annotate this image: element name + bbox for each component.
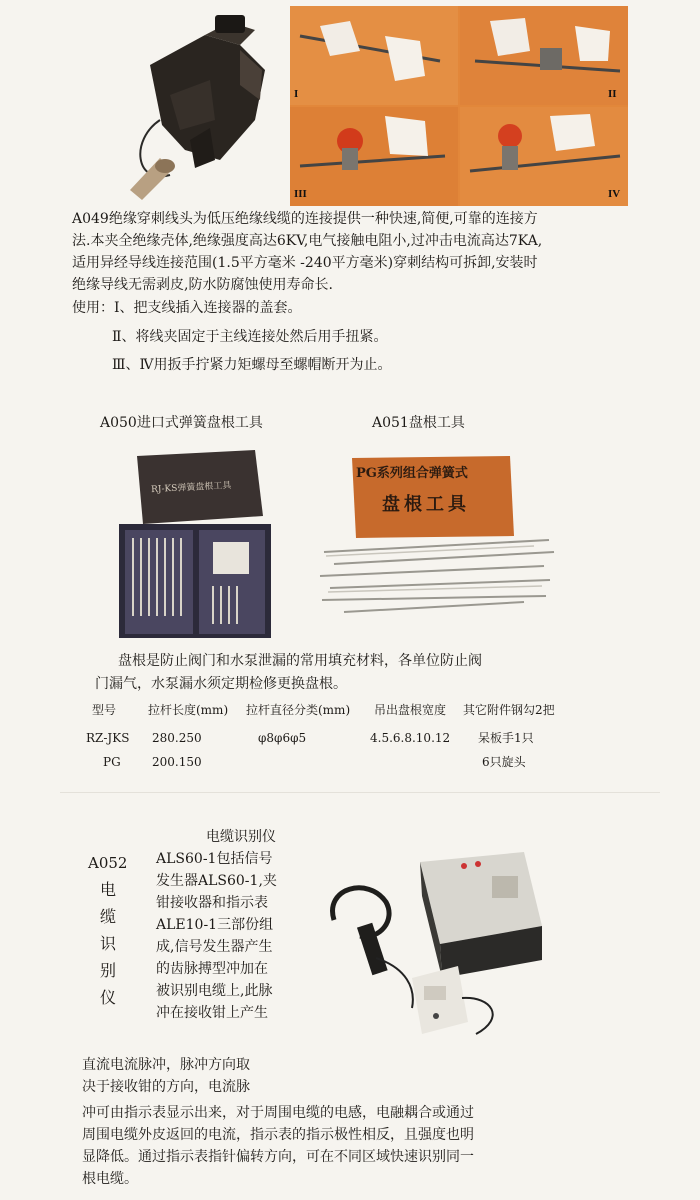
table-cell: φ8φ6φ5 — [258, 731, 307, 745]
a052-text-line: 冲在接收钳上产生 — [156, 1005, 268, 1021]
table-cell: 呆板手1只 — [478, 731, 534, 745]
a050-title: A050进口式弹簧盘根工具 — [100, 415, 263, 431]
a052-text-line: 显降低。通过指示表指针偏转方向，可在不同区域快速识别同一 — [82, 1149, 474, 1165]
table-header: 拉杆直径分类(mm) — [246, 703, 351, 717]
a052-text-line: 钳接收器和指示表 — [156, 895, 268, 911]
a052-text-line: 周围电缆外皮返回的电流，指示表的指示极性相反，且强度也明 — [82, 1127, 474, 1143]
a051-title: A051盘根工具 — [372, 415, 465, 431]
step-label-4: IV — [608, 188, 621, 200]
a050-tool-photo — [115, 446, 273, 642]
a052-vertical-title — [96, 876, 120, 1011]
table-cell: PG — [103, 755, 121, 769]
a051-box-line1: PG系列组合弹簧式 — [356, 466, 468, 481]
packing-description-2 — [95, 673, 347, 695]
a052-text-line: ALS60-1包括信号 — [156, 851, 273, 867]
packing-description-line: 门漏气，水泵漏水须定期检修更换盘根。 — [95, 676, 347, 692]
table-cell: 6只旋头 — [482, 755, 526, 769]
a052-medium-text — [82, 1054, 250, 1098]
installation-steps-photo — [290, 6, 628, 206]
table-header: 吊出盘根宽度 — [374, 703, 447, 717]
a049-description-line: 绝缘导线无需剥皮,防水防腐蚀使用寿命长. — [72, 277, 333, 293]
a050-bag-label: RJ-KS弹簧盘根工具 — [150, 480, 232, 496]
usage-step-3: Ⅲ、Ⅳ用扳手拧紧力矩螺母至螺帽断开为止。 — [112, 357, 392, 373]
step-label-1: I — [294, 88, 299, 100]
a052-label: A052 — [88, 854, 128, 872]
table-header: 型号 — [92, 703, 117, 717]
a052-text-line: 被识别电缆上,此脉 — [156, 983, 273, 999]
a052-text-line: 直流电流脉冲，脉冲方向取 — [82, 1057, 250, 1073]
a052-narrow-text — [156, 826, 277, 1024]
table-header: 其它附件钢勾2把 — [463, 703, 555, 717]
a052-wide-text — [82, 1102, 474, 1190]
connector-photo — [90, 10, 280, 205]
a049-description — [72, 208, 542, 296]
vertical-title-char: 电 — [99, 880, 116, 899]
step-label-3: III — [294, 188, 307, 200]
packing-spec-table — [0, 700, 700, 775]
a052-text-line: 根电缆。 — [82, 1171, 138, 1187]
table-header: 拉杆长度(mm) — [148, 703, 229, 717]
step-label-2: II — [608, 88, 617, 100]
vertical-title-char: 识 — [99, 934, 116, 953]
a052-text-line: 发生器ALS60-1,夹 — [156, 873, 277, 889]
a052-text-line: 成,信号发生器产生 — [156, 939, 273, 955]
a051-tool-photo — [314, 452, 560, 622]
vertical-title-char: 缆 — [99, 907, 116, 926]
table-cell: 4.5.6.8.10.12 — [370, 731, 451, 745]
a052-text-line: 冲可由指示表显示出来，对于周围电缆的电感，电融耦合或通过 — [82, 1105, 474, 1121]
a049-description-line: A049绝缘穿刺线头为低压绝缘线缆的连接提供一种快速,简便,可靠的连接方 — [72, 211, 538, 227]
usage-step-1: 使用：Ⅰ、把支线插入连接器的盖套。 — [72, 300, 302, 316]
a052-heading: 电缆识别仪 — [206, 829, 276, 845]
usage-step-2: Ⅱ、将线夹固定于主线连接处然后用手扭紧。 — [112, 329, 388, 345]
vertical-title-char: 别 — [99, 961, 116, 980]
section-divider — [60, 792, 660, 793]
cable-identifier-photo — [316, 848, 546, 1048]
a052-text-line: ALE10-1三部份组 — [156, 917, 274, 933]
table-cell: 200.150 — [152, 755, 202, 769]
a049-description-line: 法.本夹全绝缘壳体,绝缘强度高达6KV,电气接触电阻小,过冲击电流高达7KA, — [72, 233, 543, 249]
a049-description-line: 适用异经导线连接范围(1.5平方毫米 -240平方毫米)穿刺结构可拆卸,安装时 — [72, 255, 538, 271]
vertical-title-char: 仪 — [99, 988, 116, 1007]
table-cell: RZ-JKS — [86, 731, 130, 745]
a051-box-line2: 盘根工具 — [382, 494, 470, 515]
packing-description-line: 盘根是防止阀门和水泵泄漏的常用填充材料，各单位防止阀 — [118, 653, 482, 669]
a052-text-line: 的齿脉搏型冲加在 — [156, 961, 268, 977]
packing-description — [118, 650, 482, 672]
a052-text-line: 决于接收钳的方向，电流脉 — [82, 1079, 250, 1095]
table-cell: 280.250 — [152, 731, 202, 745]
